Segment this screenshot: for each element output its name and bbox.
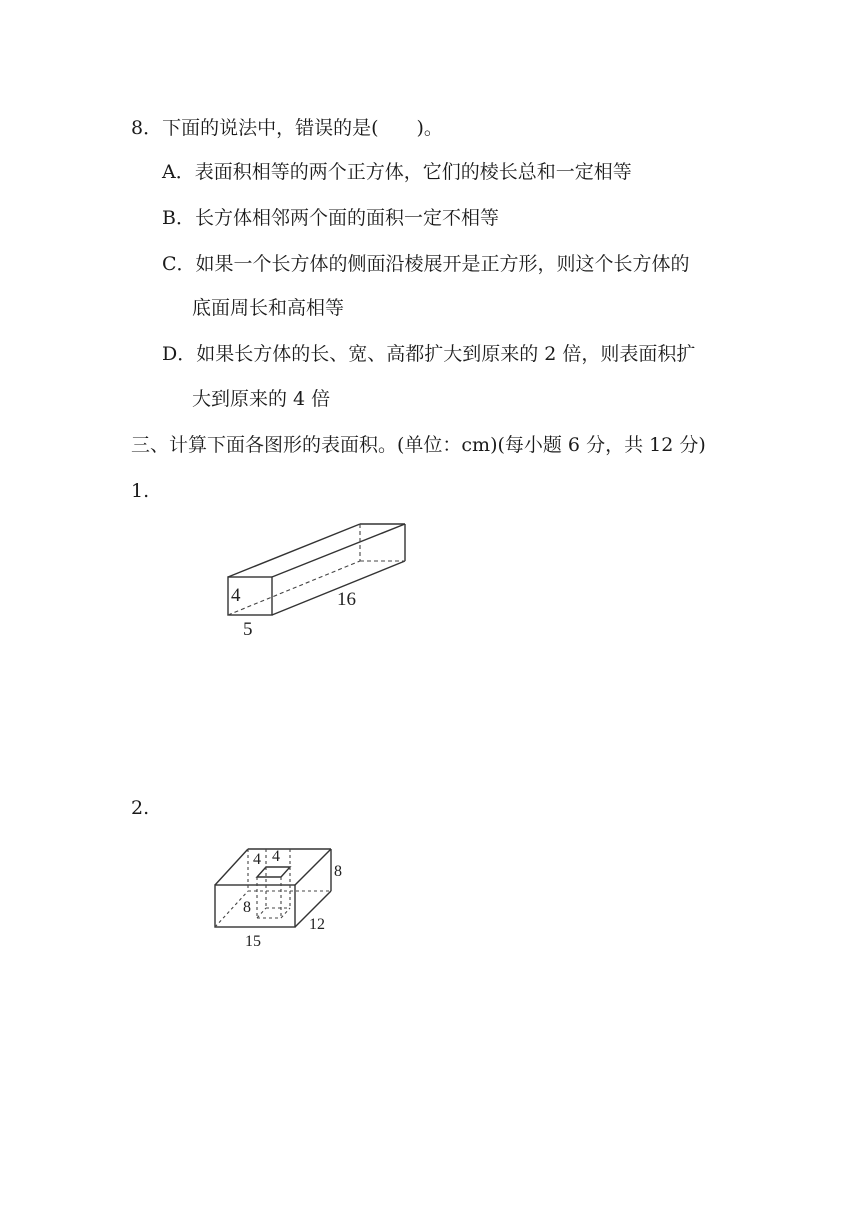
problem-2-number: 2. (131, 797, 150, 819)
hole-bottom-right (281, 908, 290, 918)
option-d-continued: 大到原来的 4 倍 (192, 388, 331, 410)
option-b: B．长方体相邻两个面的面积一定不相等 (162, 207, 499, 229)
section-3-heading: 三、计算下面各图形的表面积。(单位：cm)(每小题 6 分，共 12 分) (131, 434, 706, 456)
label-height: 4 (231, 585, 241, 606)
label-height: 8 (334, 863, 342, 880)
top-left-edge (215, 849, 248, 885)
label-length: 15 (245, 933, 261, 950)
problem-1-figure (215, 515, 420, 645)
option-a: A．表面积相等的两个正方体，它们的棱长总和一定相等 (162, 161, 632, 183)
label-hole-depth: 8 (243, 899, 251, 916)
problem-2-figure (205, 838, 365, 958)
hole-opening (257, 867, 290, 877)
option-c-continued: 底面周长和高相等 (192, 297, 345, 319)
hole-bottom-left (257, 908, 266, 918)
label-length: 16 (337, 589, 356, 610)
problem-1-number: 1. (131, 480, 150, 502)
top-right-edge (295, 849, 331, 885)
label-width: 5 (243, 619, 253, 640)
question-8-stem: 8．下面的说法中，错误的是( )。 (131, 117, 443, 139)
option-d: D．如果长方体的长、宽、高都扩大到原来的 2 倍，则表面积扩 (162, 343, 696, 365)
label-hole-length: 4 (272, 848, 280, 865)
label-hole-width: 4 (253, 851, 261, 868)
option-c: C．如果一个长方体的侧面沿棱展开是正方形，则这个长方体的 (162, 253, 690, 275)
label-depth: 12 (309, 916, 325, 933)
